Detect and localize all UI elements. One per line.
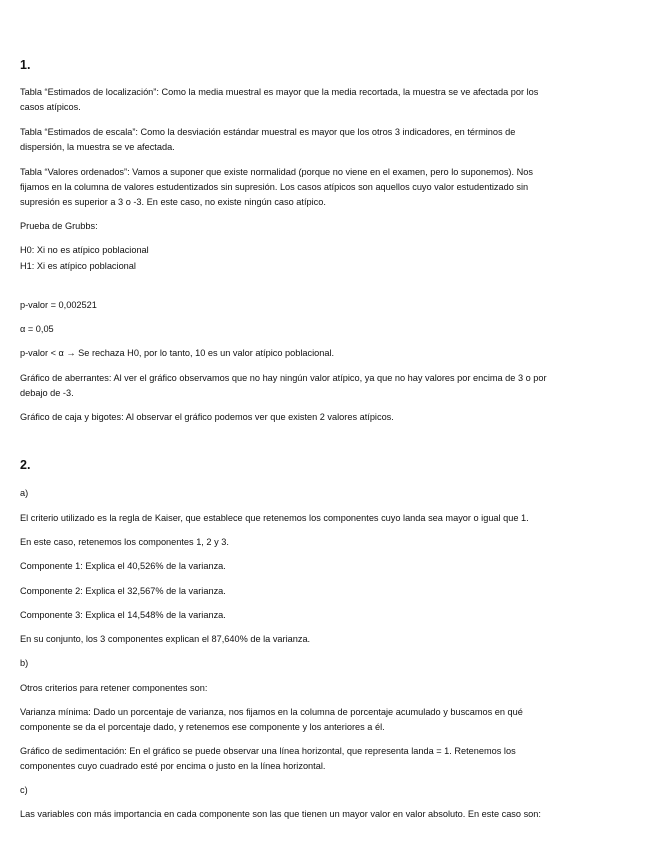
text-line: Gráfico de sedimentación: En el gráfico se puede observar una línea horizontal, que representa landa = 1. Retenemos los xyxy=(20,746,516,756)
text-line: Otros criterios para retener componentes son: xyxy=(20,683,208,693)
text-line: p-valor < α → Se rechaza H0, por lo tanto, 10 es un valor atípico poblacional. xyxy=(20,348,335,358)
text-line: p-valor = 0,002521 xyxy=(20,300,97,310)
text-line: Varianza mínima: Dado un porcentaje de varianza, nos fijamos en la columna de porcentaje acumulado y buscamos en qué xyxy=(20,707,523,717)
text-line: Tabla “Estimados de localización”: Como la media muestral es mayor que la media recortada, la muestra se ve afectada por los xyxy=(20,87,539,97)
section-1-heading: 1. xyxy=(20,58,31,72)
text-line: a) xyxy=(20,488,29,498)
text-line: dispersión, la muestra se ve afectada. xyxy=(20,142,175,152)
text-line: Tabla “Estimados de escala”: Como la desviación estándar muestral es mayor que los otros 3 indicadores, en términos de xyxy=(20,127,516,137)
text-line: casos atípicos. xyxy=(20,102,81,112)
text-line: componente se da el porcentaje dado, y retenemos ese componente y los anteriores a él. xyxy=(20,722,385,732)
text-line: supresión es superior a 3 o -3. En este caso, no existe ningún caso atípico. xyxy=(20,197,326,207)
text-line: Componente 1: Explica el 40,526% de la varianza. xyxy=(20,561,226,571)
text-line: α = 0,05 xyxy=(20,324,54,334)
text-line: En este caso, retenemos los componentes 1, 2 y 3. xyxy=(20,537,229,547)
text-line: c) xyxy=(20,785,28,795)
text-line: componentes cuyo cuadrado esté por encima o justo en la línea horizontal. xyxy=(20,761,326,771)
text-line: Componente 3: Explica el 14,548% de la varianza. xyxy=(20,610,226,620)
text-line: Gráfico de caja y bigotes: Al observar el gráfico podemos ver que existen 2 valores atípicos. xyxy=(20,412,394,422)
text-line: Prueba de Grubbs: xyxy=(20,221,98,231)
text-line: debajo de -3. xyxy=(20,388,74,398)
text-line: H1: Xi es atípico poblacional xyxy=(20,261,136,271)
text-line: Gráfico de aberrantes: Al ver el gráfico observamos que no hay ningún valor atípico, ya que no hay valores por encima de 3 o por xyxy=(20,373,547,383)
section-2-heading: 2. xyxy=(20,458,31,472)
text-line: Las variables con más importancia en cada componente son las que tienen un mayor valor en valor absoluto. En este caso son: xyxy=(20,809,541,819)
text-line: Tabla “Valores ordenados”: Vamos a suponer que existe normalidad (porque no viene en el examen, pero lo suponemos). Nos xyxy=(20,167,533,177)
text-line: H0: Xi no es atípico poblacional xyxy=(20,245,149,255)
text-line: fijamos en la columna de valores estudentizados sin supresión. Los casos atípicos son aquellos cuyo valor estudentizado sin xyxy=(20,182,529,192)
text-line: b) xyxy=(20,658,29,668)
text-line: En su conjunto, los 3 componentes explican el 87,640% de la varianza. xyxy=(20,634,311,644)
text-line: El criterio utilizado es la regla de Kaiser, que establece que retenemos los componentes cuyo landa sea mayor o igual que 1. xyxy=(20,513,529,523)
text-line: Componente 2: Explica el 32,567% de la varianza. xyxy=(20,586,226,596)
